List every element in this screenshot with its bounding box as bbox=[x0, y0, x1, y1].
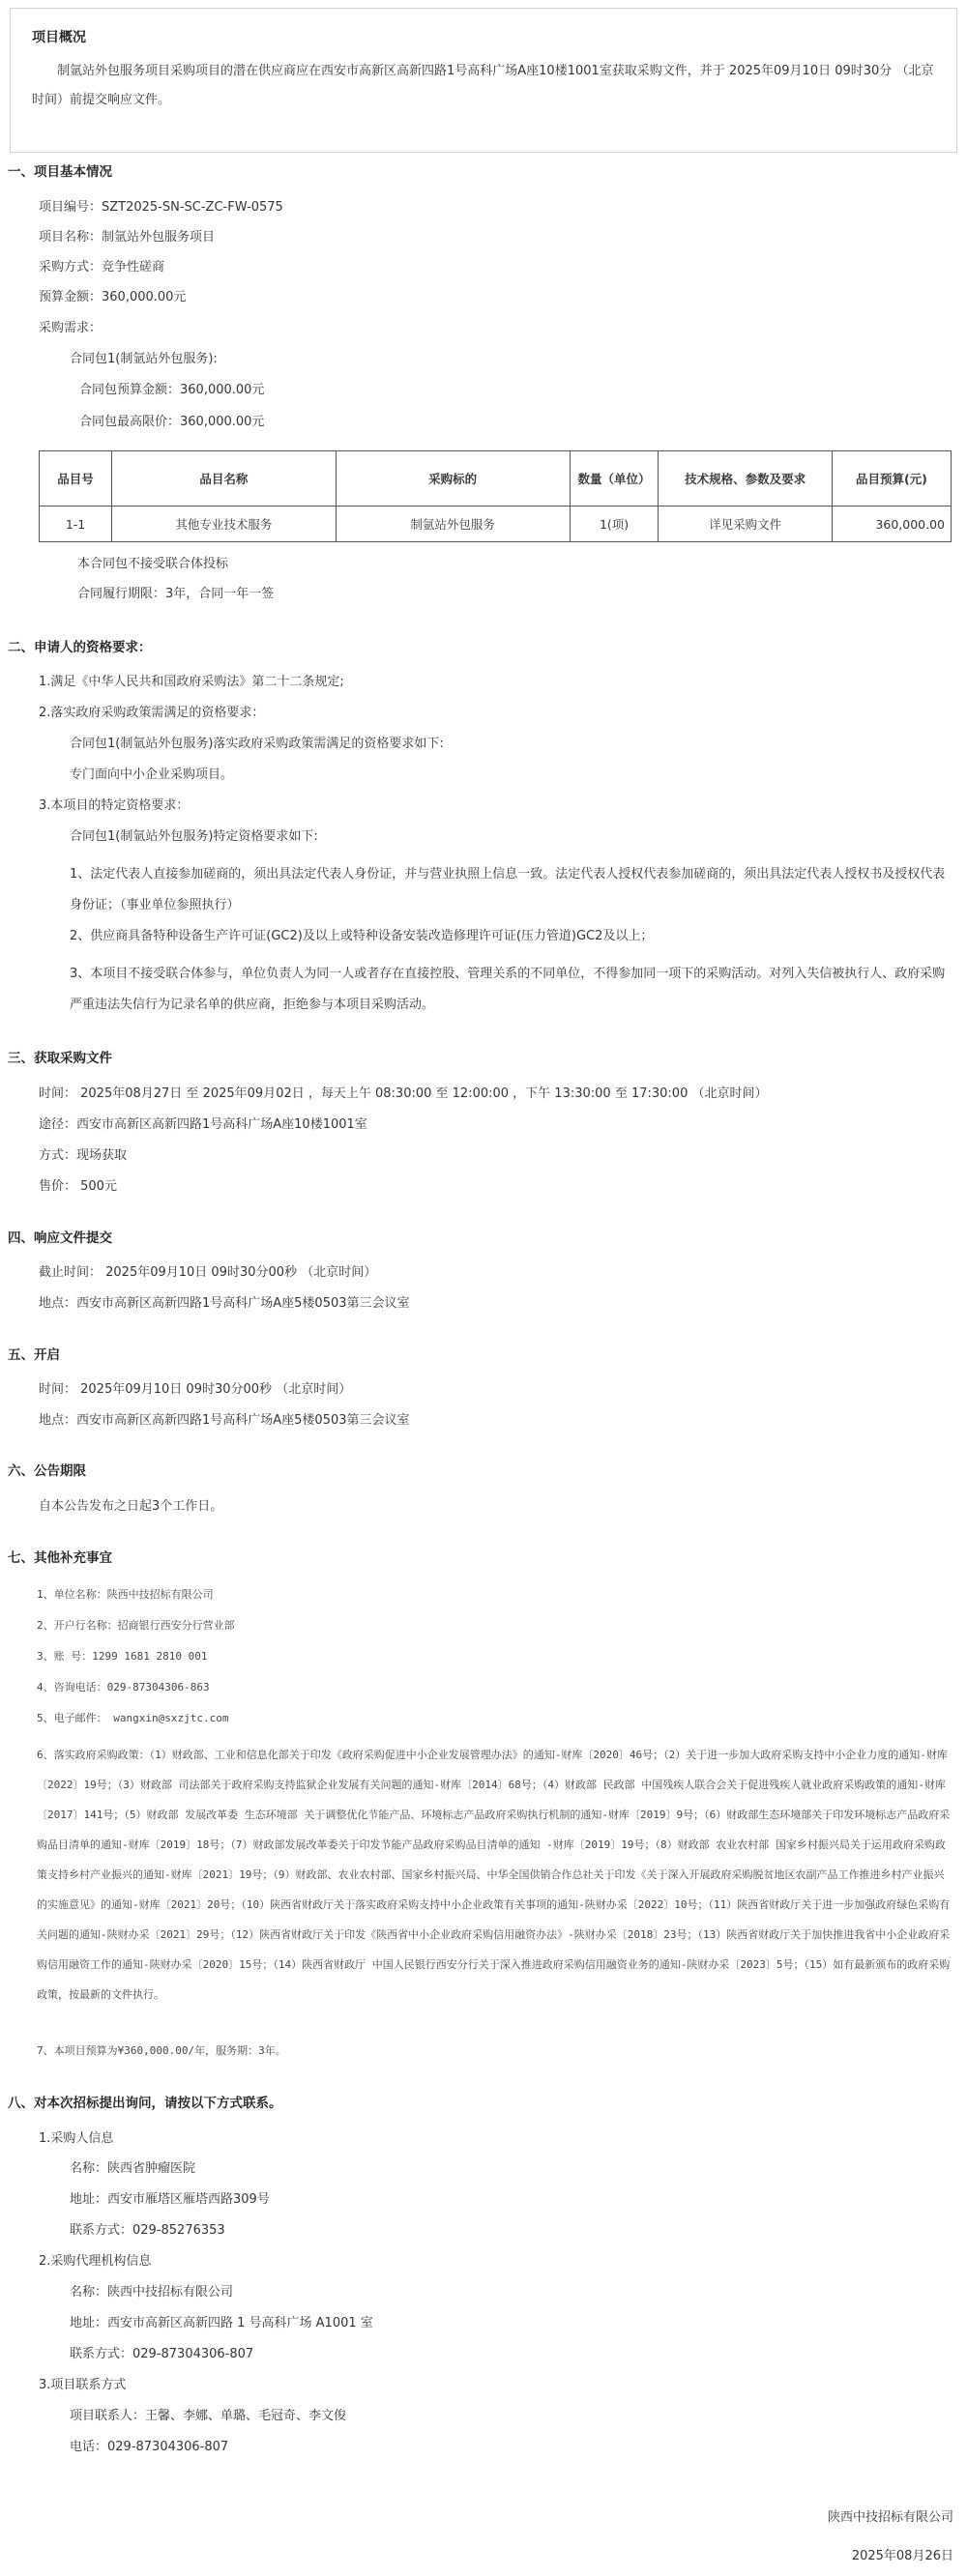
buyer-phone: 联系方式：029-85276353 bbox=[70, 2223, 225, 2238]
opening-time: 时间： 2025年09月10日 09时30分00秒 （北京时间） bbox=[39, 1382, 352, 1397]
buyer-name: 名称：陕西省肿瘤医院 bbox=[70, 2161, 196, 2176]
procurement-method: 采购方式：竞争性磋商 bbox=[39, 260, 165, 275]
package-budget: 合同包预算金额：360,000.00元 bbox=[79, 383, 265, 397]
contact-phone: 电话：029-87304306-807 bbox=[70, 2440, 229, 2454]
table-header: 品目号 bbox=[40, 451, 112, 507]
submission-deadline: 截止时间： 2025年09月10日 09时30分00秒 （北京时间） bbox=[39, 1265, 377, 1280]
agent-name: 名称：陕西中技招标有限公司 bbox=[70, 2285, 234, 2300]
budget-amount: 预算金额：360,000.00元 bbox=[39, 290, 187, 304]
table-header: 采购标的 bbox=[336, 451, 570, 507]
buyer-address: 地址：西安市雁塔区雁塔西路309号 bbox=[70, 2192, 270, 2207]
table-row bbox=[40, 507, 952, 542]
table-header: 技术规格、参数及要求 bbox=[659, 451, 832, 507]
table-header: 品目名称 bbox=[112, 451, 337, 507]
policy-text: 6、落实政府采购政策：（1）财政部、工业和信息化部关于印发《政府采购促进中小企业发展管理办法》的通知-财库〔2020〕46号；（2）关于进一步加大政府采购支持中小企业力度的通知-财库〔2022〕19号；（3）财政部 司法部关于政府采购支持监狱企业发展有关问题的通知-财库〔2014〕68号；（4）财政部 民政部 中国残疾人联合会关于促进残疾人就业政府采购政策的通知-财库〔2017〕141号；（5）财政部 发展改革委 生态环境部 关于调整优化节能产品、环境标志产品政府采购执行机制的通知-财库〔2019〕9号；（6）财政部生态环境部关于印发环境标志产品政府采购品目清单的通知-财库〔2019〕18号；（7）财政部发展改革委关于印发节能产品政府采购品目清单的通知 -财库〔2019〕19号；（8）财政部 农业农村部 国家乡村振兴局关于运用政府采购政策支持乡村产业振兴的通知-财库〔2021〕19号；（9）财政部、农业农村部、国家乡村振兴局、中华全国供销合作总社关于印发《关于深入开展政府采购脱贫地区农副产品工作推进乡村产业振兴的实施意见》的通知-财库〔2021〕20号；（10）陕西省财政厅关于落实政府采购支持中小企业政策有关事项的通知-陕财办采〔2022〕10号；（11）陕西省财政厅关于进一步加强政府绿色采购有关问题的通知-陕财办采〔2021〕29号；（12）陕西省财政厅关于印发《陕西省中小企业政府采购信用融资办法》-陕财办采〔2018〕23号；（13）陕西省财政厅关于加快推进我省中小企业政府采购信用融资工作的通知-陕财办采〔2020〕15号；（14）陕西省财政厅 中国人民银行西安分行关于深入推进政府采购信用融资业务的通知-陕财办采〔2023〕5号；（15）如有最新颁布的政府采购政策，按最新的文件执行。 bbox=[37, 1749, 951, 2001]
opening-place: 地点：西安市高新区高新四路1号高科广场A座5楼0503第三会议室 bbox=[39, 1413, 410, 1428]
contact-info-label: 3.项目联系方式 bbox=[39, 2378, 127, 2392]
submission-place: 地点：西安市高新区高新四路1号高科广场A座5楼0503第三会议室 bbox=[39, 1296, 410, 1311]
footer-company: 陕西中技招标有限公司 bbox=[827, 2510, 953, 2525]
project-name: 项目名称：制氩站外包服务项目 bbox=[39, 230, 216, 245]
table-cell: 其他专业技术服务 bbox=[112, 507, 337, 542]
qualification-item-2: 2.落实政府采购政策需满足的资格要求： bbox=[39, 706, 265, 720]
table-header: 品目预算(元) bbox=[832, 451, 951, 507]
overview-box bbox=[10, 8, 957, 153]
table-header-row bbox=[40, 451, 952, 507]
qualification-item-2-sub: 合同包1(制氩站外包服务)落实政府采购政策需满足的资格要求如下: bbox=[70, 737, 444, 751]
table-cell: 1-1 bbox=[40, 507, 112, 542]
agent-info-label: 2.采购代理机构信息 bbox=[39, 2254, 152, 2269]
special-requirement-1: 1、法定代表人直接参加磋商的，须出具法定代表人身份证，并与营业执照上信息一致。法定代表人授权代表参加磋商的，须出具法定代表人授权书及授权代表身份证；（事业单位参照执行） bbox=[70, 867, 946, 912]
special-requirement-2: 2、供应商具备特种设备生产许可证(GC2)及以上或特种设备安装改造修理许可证(压力管道)GC2及以上； bbox=[70, 929, 654, 943]
section-3-title: 三、获取采购文件 bbox=[8, 1051, 112, 1066]
package-title: 合同包1(制氩站外包服务): bbox=[70, 352, 218, 366]
package-table bbox=[39, 450, 952, 542]
section-2-title: 二、申请人的资格要求： bbox=[8, 640, 152, 655]
agent-phone: 联系方式：029-87304306-807 bbox=[70, 2347, 254, 2361]
table-cell: 详见采购文件 bbox=[659, 507, 832, 542]
bank-name: 2、开户行名称：招商银行西安分行营业部 bbox=[37, 1619, 235, 1632]
document-price: 售价： 500元 bbox=[39, 1179, 117, 1194]
footer-date: 2025年08月26日 bbox=[851, 2549, 953, 2563]
section-4-title: 四、响应文件提交 bbox=[8, 1230, 112, 1246]
section-5-title: 五、开启 bbox=[8, 1347, 60, 1363]
buyer-info-label: 1.采购人信息 bbox=[39, 2131, 114, 2146]
overview-text: 制氩站外包服务项目采购项目的潜在供应商应在西安市高新区高新四路1号高科广场A座10楼1001室获取采购文件，并于 2025年09月10日 09时30分 （北京时间）前提交响应文件。 bbox=[32, 64, 934, 107]
no-consortium-note: 本合同包不接受联合体投标 bbox=[77, 557, 229, 571]
notice-period: 自本公告发布之日起3个工作日。 bbox=[39, 1499, 223, 1514]
section-6-title: 六、公告期限 bbox=[8, 1463, 86, 1479]
qualification-item-3: 3.本项目的特定资格要求： bbox=[39, 798, 190, 813]
contract-period: 合同履行期限：3年，合同一年一签 bbox=[77, 587, 275, 601]
package-max-price: 合同包最高限价：360,000.00元 bbox=[79, 415, 265, 429]
special-requirement-3: 3、本项目不接受联合体参与，单位负责人为同一人或者存在直接控股、管理关系的不同单位，不得参加同一项下的采购活动。对列入失信被执行人、政府采购严重违法失信行为记录名单的供应商，拒绝参与本项目采购活动。 bbox=[70, 967, 946, 1012]
qualification-item-3-sub: 合同包1(制氩站外包服务)特定资格要求如下: bbox=[70, 829, 318, 844]
qualification-item-2-sub2: 专门面向中小企业采购项目。 bbox=[70, 767, 234, 782]
unit-name: 1、单位名称：陕西中技招标有限公司 bbox=[37, 1588, 214, 1601]
contact-persons: 项目联系人：王馨、李娜、单璐、毛冠奇、李文俊 bbox=[70, 2409, 347, 2423]
bank-account: 3、账 号：1299 1681 2810 001 bbox=[37, 1650, 208, 1663]
agent-address: 地址：西安市高新区高新四路 1 号高科广场 A1001 室 bbox=[70, 2316, 373, 2330]
project-number: 项目编号：SZT2025-SN-SC-ZC-FW-0575 bbox=[39, 200, 283, 215]
demand-label: 采购需求： bbox=[39, 321, 103, 335]
overview-title: 项目概况 bbox=[32, 30, 86, 45]
section-1-title: 一、项目基本情况 bbox=[8, 164, 112, 180]
acquisition-way: 方式：现场获取 bbox=[39, 1148, 128, 1163]
section-8-title: 八、对本次招标提出询问，请按以下方式联系。 bbox=[8, 2096, 282, 2111]
table-cell: 1(项) bbox=[570, 507, 659, 542]
table-header: 数量（单位） bbox=[570, 451, 659, 507]
section-7-title: 七、其他补充事宜 bbox=[8, 1550, 112, 1566]
acquisition-place: 途径：西安市高新区高新四路1号高科广场A座10楼1001室 bbox=[39, 1117, 367, 1132]
table-cell: 制氩站外包服务 bbox=[336, 507, 570, 542]
acquisition-time: 时间： 2025年08月27日 至 2025年09月02日 ，每天上午 08:30:00 至 12:00:00 ，下午 13:30:00 至 17:30:00 （北京时间） bbox=[39, 1086, 768, 1101]
table-cell: 360,000.00 bbox=[832, 507, 951, 542]
email-address[interactable]: 5、电子邮件： wangxin@sxzjtc.com bbox=[37, 1712, 229, 1724]
qualification-item-1: 1.满足《中华人民共和国政府采购法》第二十二条规定; bbox=[39, 675, 344, 689]
budget-note: 7、本项目预算为¥360,000.00/年，服务期：3年。 bbox=[37, 2044, 286, 2057]
consult-phone: 4、咨询电话：029-87304306-863 bbox=[37, 1681, 210, 1693]
